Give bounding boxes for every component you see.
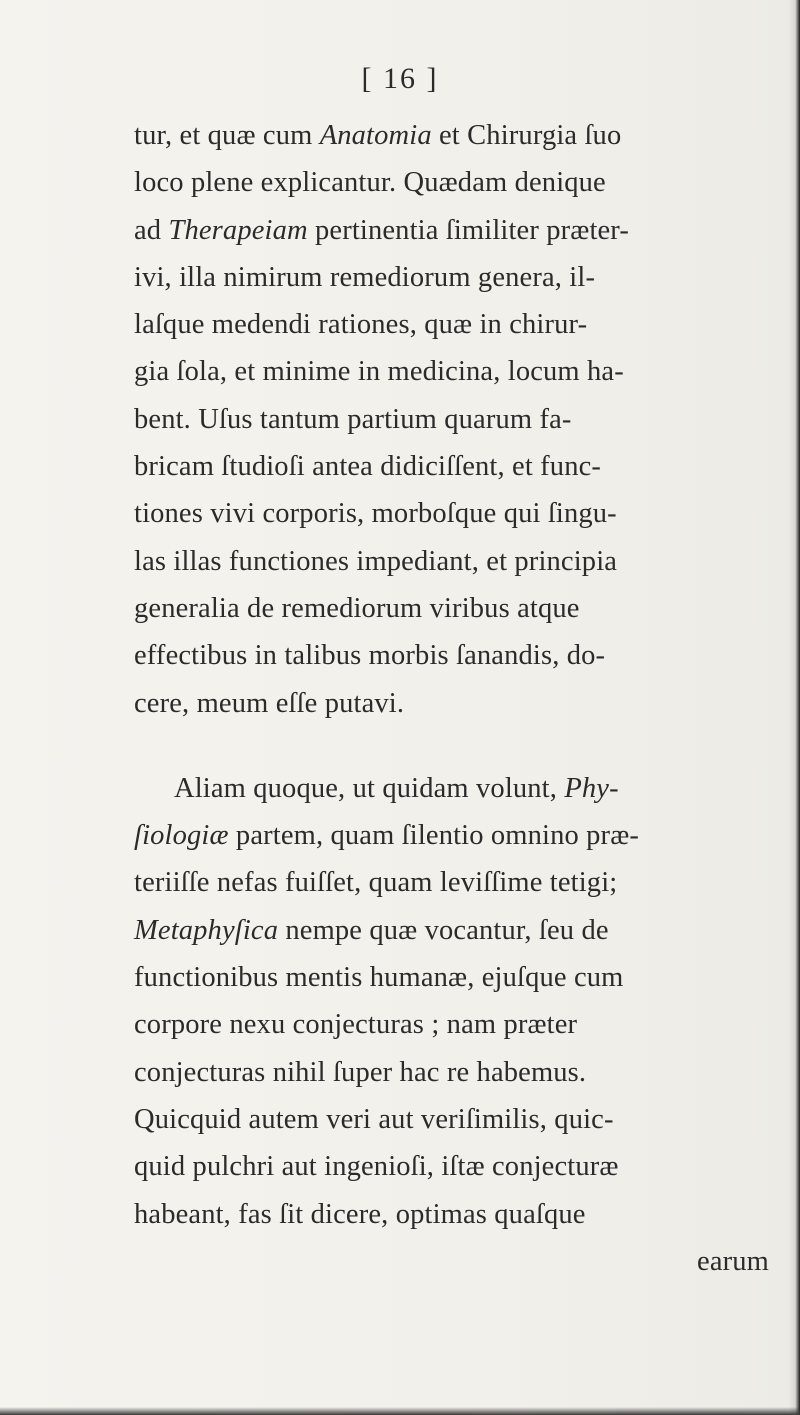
text-line: [134, 1143, 774, 1190]
page-bottom-shadow: [0, 1407, 800, 1415]
text-line: [134, 812, 774, 859]
text-line: [134, 907, 774, 954]
paragraph-1: [134, 112, 774, 727]
text-line: [134, 112, 774, 159]
text-line: [134, 538, 774, 585]
text-line: [134, 859, 774, 906]
text-segment: effectibus in talibus morbis ſanandis, do-: [134, 640, 606, 672]
text-line: [134, 1096, 774, 1143]
italic-text: Anatomia: [319, 120, 432, 151]
text-line: [134, 1001, 774, 1048]
text-segment: loco plene explicantur. Quædam denique: [134, 167, 606, 199]
text-segment: cere, meum eſſe putavi.: [134, 687, 405, 719]
paragraph-2: [134, 765, 774, 1238]
text-segment: tiones vivi corporis, morboſque qui ſingu-: [134, 498, 617, 530]
text-line: [134, 396, 774, 443]
text-line: [134, 680, 774, 727]
text-line: [134, 348, 774, 395]
text-segment: gia ſola, et minime in medicina, locum ha-: [134, 356, 624, 388]
text-segment: ivi, illa nimirum remediorum genera, il-: [134, 261, 596, 293]
text-segment: ad: [134, 214, 169, 246]
text-segment: pertinentia ſimiliter præter-: [307, 214, 630, 246]
text-segment: Aliam quoque, ut quidam volunt,: [174, 772, 565, 804]
text-segment: las illas functiones impediant, et principia: [134, 545, 618, 577]
text-line: [134, 490, 774, 537]
text-line: [134, 301, 774, 348]
page-edge-shadow: [788, 0, 800, 1415]
text-segment: tur, et quæ cum: [134, 120, 320, 151]
text-segment: generalia de remediorum viribus atque: [134, 592, 580, 624]
text-line: [134, 443, 774, 490]
catchword: earum: [697, 1245, 769, 1277]
italic-text: Metaphyſica: [134, 914, 279, 946]
text-segment: et Chirurgia ſuo: [431, 120, 622, 151]
text-segment: conjecturas nihil ſuper hac re habemus.: [134, 1056, 587, 1088]
text-line: [134, 954, 774, 1001]
text-segment: laſque medendi rationes, quæ in chirur-: [134, 309, 588, 341]
text-segment: quid pulchri aut ingenioſi, iſtæ conjecturæ: [134, 1151, 619, 1183]
text-line: [134, 1049, 774, 1096]
text-segment: nempe quæ vocantur, ſeu de: [278, 914, 609, 946]
text-segment: bent. Uſus tantum partium quarum fa-: [134, 403, 572, 435]
italic-text: Phy-: [564, 772, 619, 804]
text-segment: corpore nexu conjecturas ; nam præter: [134, 1009, 578, 1041]
text-segment: teriiſſe nefas fuiſſet, quam leviſſime tetigi;: [134, 867, 618, 899]
text-line: [134, 159, 774, 206]
text-segment: functionibus mentis humanæ, ejuſque cum: [134, 962, 624, 994]
text-line: [134, 254, 774, 301]
text-line: [134, 585, 774, 632]
body-text: [134, 112, 774, 1285]
text-line: [134, 1191, 774, 1238]
text-line: [134, 632, 774, 679]
text-line: [134, 765, 774, 812]
italic-text: Therapeiam: [168, 214, 308, 246]
text-segment: habeant, fas ſit dicere, optimas quaſque: [134, 1198, 586, 1230]
text-segment: partem, quam ſilentio omnino præ-: [228, 820, 640, 852]
page-number: [ 16 ]: [361, 62, 439, 95]
text-line: [134, 207, 774, 254]
text-segment: bricam ſtudioſi antea didiciſſent, et func-: [134, 451, 602, 483]
text-segment: Quicquid autem veri aut veriſimilis, quic-: [134, 1103, 614, 1135]
italic-text: ſiologiæ: [134, 820, 229, 852]
paragraph-gap: [134, 727, 774, 765]
